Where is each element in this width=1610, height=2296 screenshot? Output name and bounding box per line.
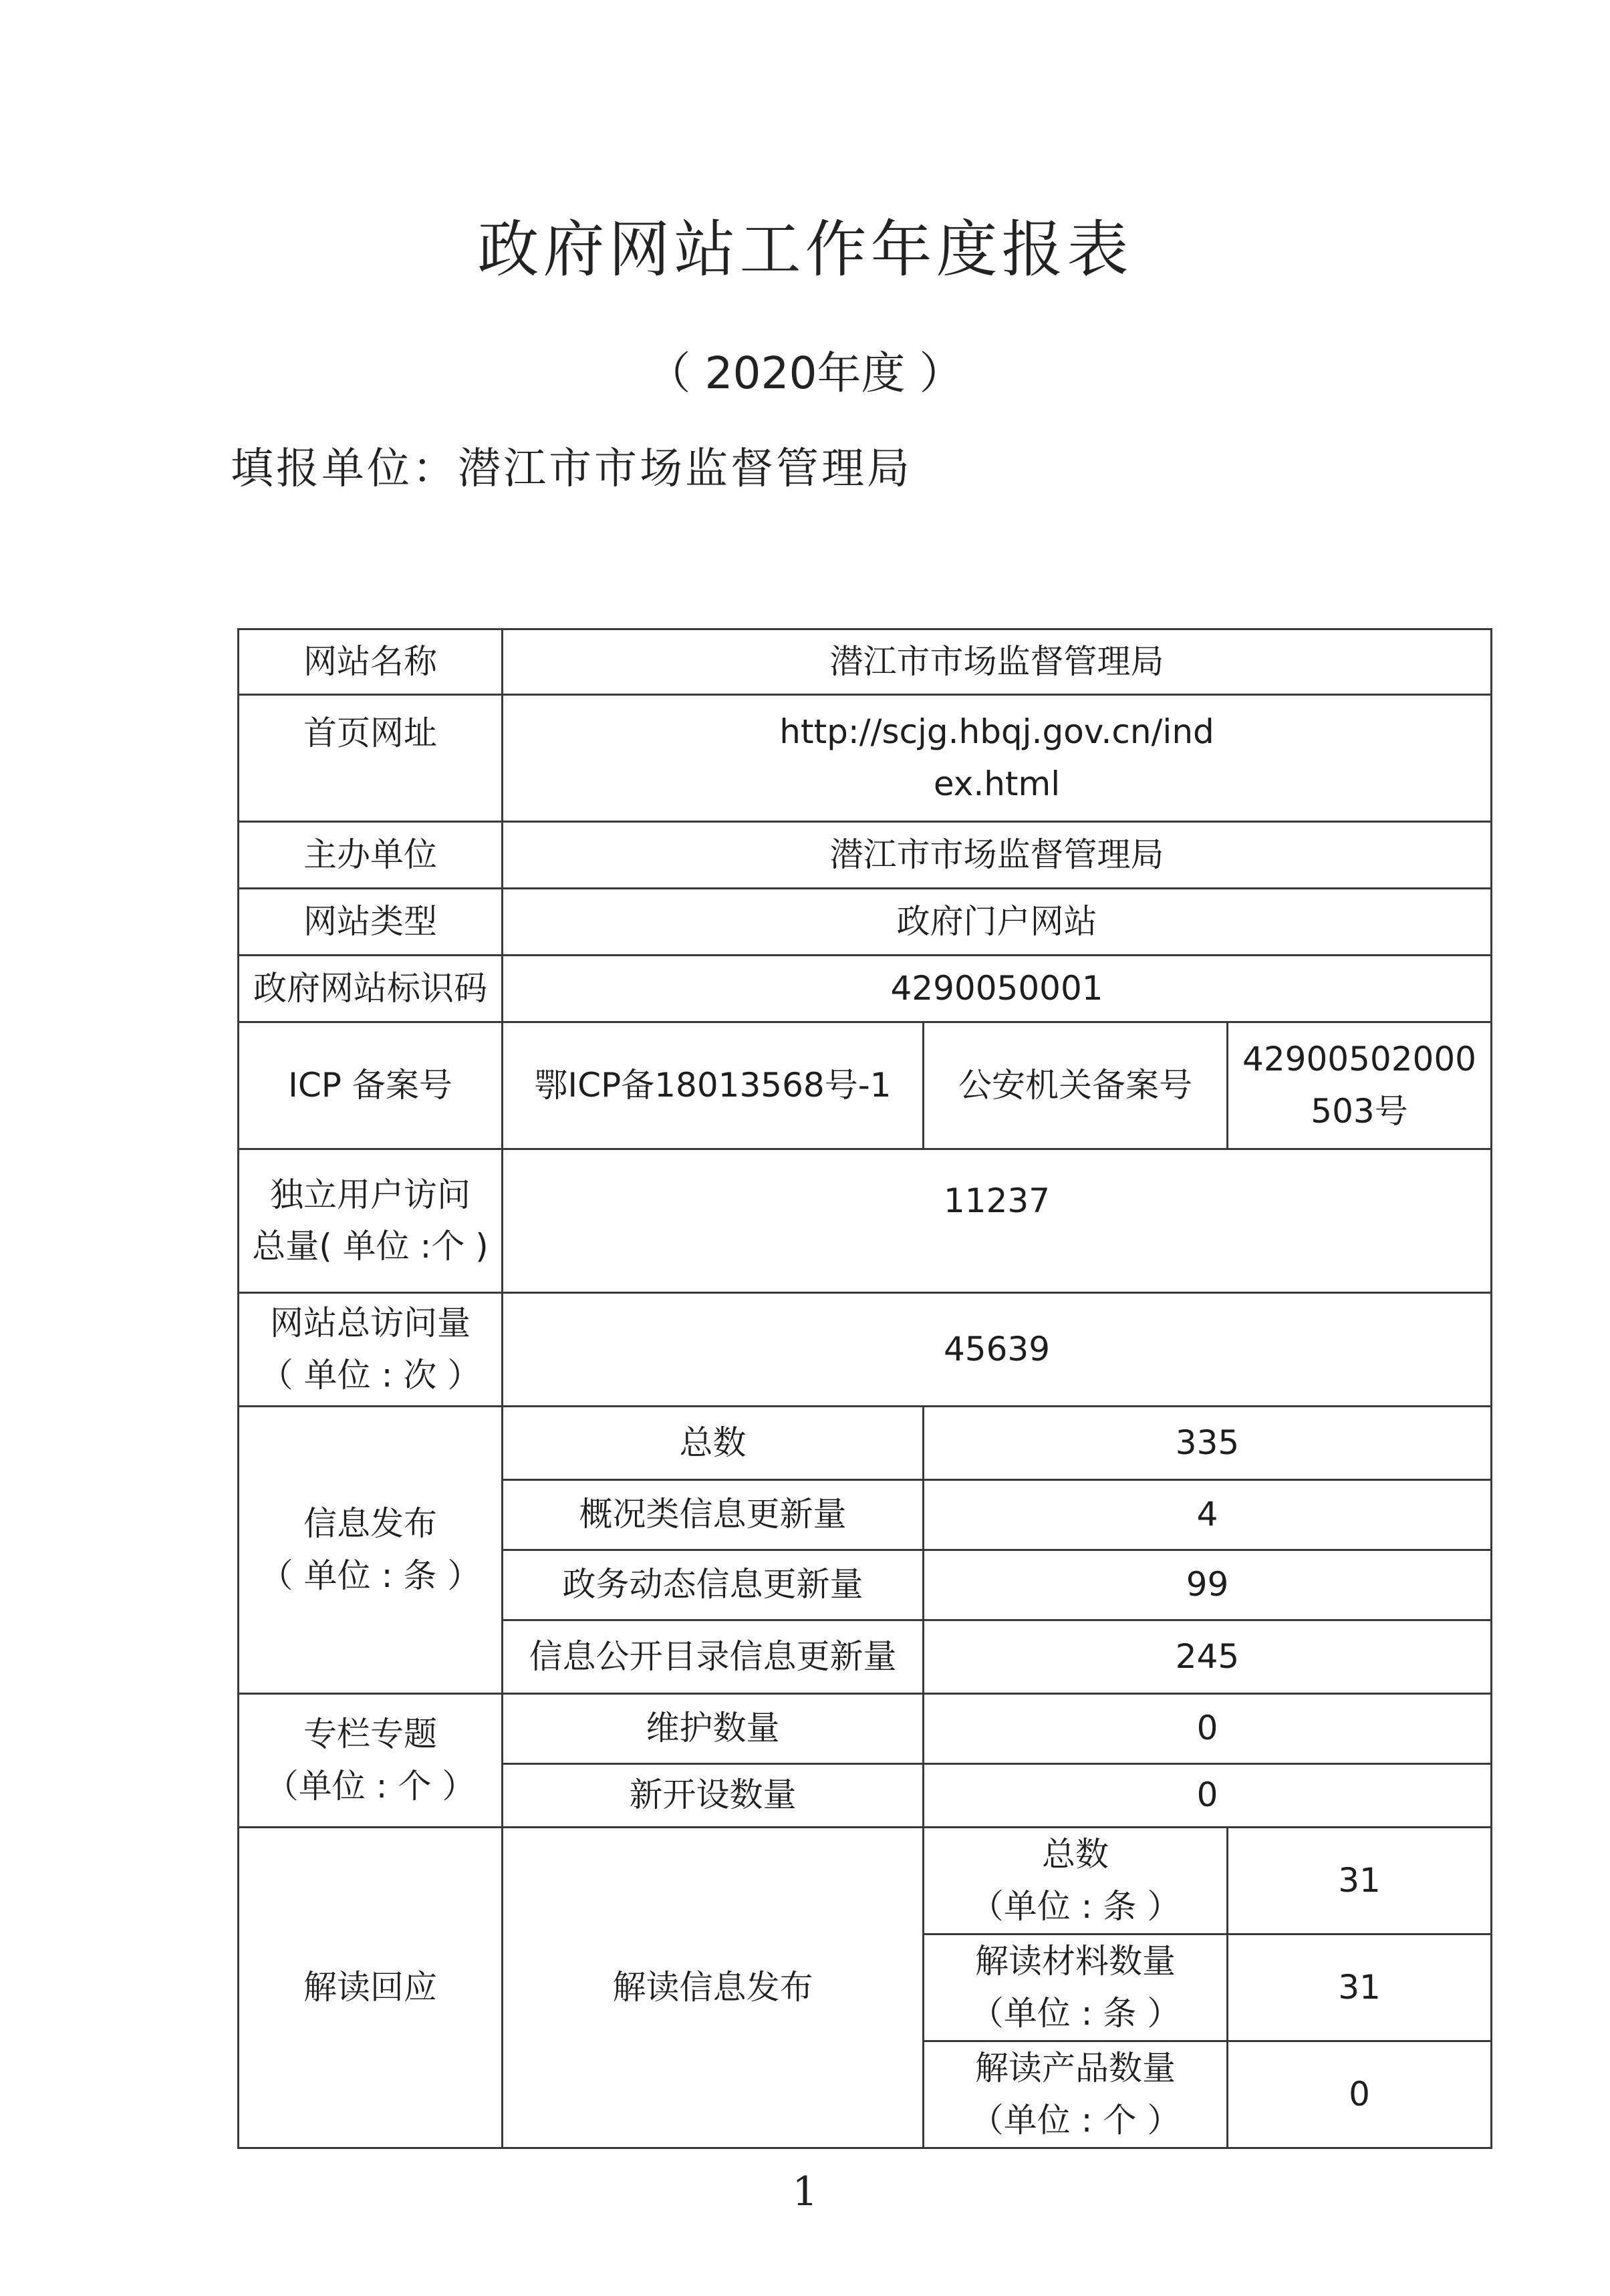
columns-row-value: 0 [924,1764,1492,1828]
interp-row-value: 31 [1228,1934,1492,2041]
homepage-url-line2: ex.html [933,764,1061,803]
interp-row-label-line2: （单位 : 条 ） [970,1993,1181,2033]
site-type-label: 网站类型 [239,889,503,956]
info-row-value: 245 [924,1620,1492,1694]
info-row-label: 信息公开目录信息更新量 [503,1620,924,1694]
sponsor-value: 潜江市市场监督管理局 [503,822,1492,889]
police-value-line2: 503号 [1311,1091,1408,1131]
interp-row-label-line1: 解读材料数量 [975,1942,1176,1981]
row-icp-police [239,1022,1492,1149]
page-number: 1 [792,2168,818,2215]
interp-row-label-line2: （单位 : 个 ） [970,2100,1181,2140]
columns-label [239,1694,503,1828]
info-row-label: 总数 [503,1407,924,1480]
row-site-name [239,629,1492,695]
interp-row-label [924,1934,1228,2041]
unique-visitors-value: 11237 [503,1149,1492,1293]
unique-visitors-label-line2: 总量( 单位 :个 ) [252,1227,489,1266]
interpretation-label: 解读回应 [239,1828,503,2148]
reporting-unit: 填报单位：潜江市市场监督管理局 [231,444,912,494]
columns-label-line1: 专栏专题 [303,1715,437,1753]
interp-row-value: 0 [1228,2041,1492,2148]
interp-row-label-line1: 解读产品数量 [975,2049,1176,2088]
info-publish-label-line2: （ 单位 : 条 ） [259,1556,481,1595]
info-row-label: 政务动态信息更新量 [503,1550,924,1620]
police-label: 公安机关备案号 [924,1022,1228,1149]
interp-row-label [924,2041,1228,2148]
report-title: 政府网站工作年度报表 [477,214,1133,285]
site-type-value: 政府门户网站 [503,889,1492,956]
row-columns-maintain [239,1694,1492,1764]
info-row-label: 概况类信息更新量 [503,1480,924,1550]
police-value-line1: 42900502000 [1242,1040,1476,1079]
site-name-label: 网站名称 [239,629,503,695]
info-row-value: 99 [924,1550,1492,1620]
columns-row-label: 维护数量 [503,1694,924,1764]
site-name-value: 潜江市市场监督管理局 [503,629,1492,695]
report-year: （ 2020年度 ） [646,347,964,399]
interp-row-label-line2: （单位 : 条 ） [970,1886,1181,1926]
row-interp-total [239,1828,1492,1934]
icp-label: ICP 备案号 [239,1022,503,1149]
homepage-value [503,695,1492,822]
interp-row-label-line1: 总数 [1042,1835,1109,1874]
icp-value: 鄂ICP备18013568号-1 [503,1022,924,1149]
columns-row-label: 新开设数量 [503,1764,924,1828]
site-id-value: 4290050001 [503,956,1492,1022]
site-id-label: 政府网站标识码 [239,956,503,1022]
unique-visitors-label-line1: 独立用户访问 [270,1175,471,1214]
total-visits-label [239,1293,503,1407]
row-info-total [239,1407,1492,1480]
info-row-value: 4 [924,1480,1492,1550]
interp-row-label [924,1828,1228,1934]
interp-row-value: 31 [1228,1828,1492,1934]
total-visits-value: 45639 [503,1293,1492,1407]
info-publish-label-line1: 信息发布 [303,1504,437,1543]
total-visits-label-line1: 网站总访问量 [270,1304,471,1342]
homepage-label: 首页网址 [239,695,503,822]
police-value [1228,1022,1492,1149]
row-site-type [239,889,1492,956]
row-homepage [239,695,1492,822]
row-site-id [239,956,1492,1022]
row-total-visits [239,1293,1492,1407]
total-visits-label-line2: （ 单位 : 次 ） [259,1355,481,1395]
report-table [237,628,1492,2149]
info-publish-label [239,1407,503,1694]
sponsor-label: 主办单位 [239,822,503,889]
row-sponsor [239,822,1492,889]
columns-row-value: 0 [924,1694,1492,1764]
columns-label-line2: （单位 : 个 ） [265,1766,476,1806]
row-unique-visitors [239,1149,1492,1293]
info-row-value: 335 [924,1407,1492,1480]
homepage-url-line1: http://scjg.hbqj.gov.cn/ind [779,712,1214,751]
unique-visitors-label [239,1149,503,1293]
interpretation-sub-label: 解读信息发布 [503,1828,924,2148]
